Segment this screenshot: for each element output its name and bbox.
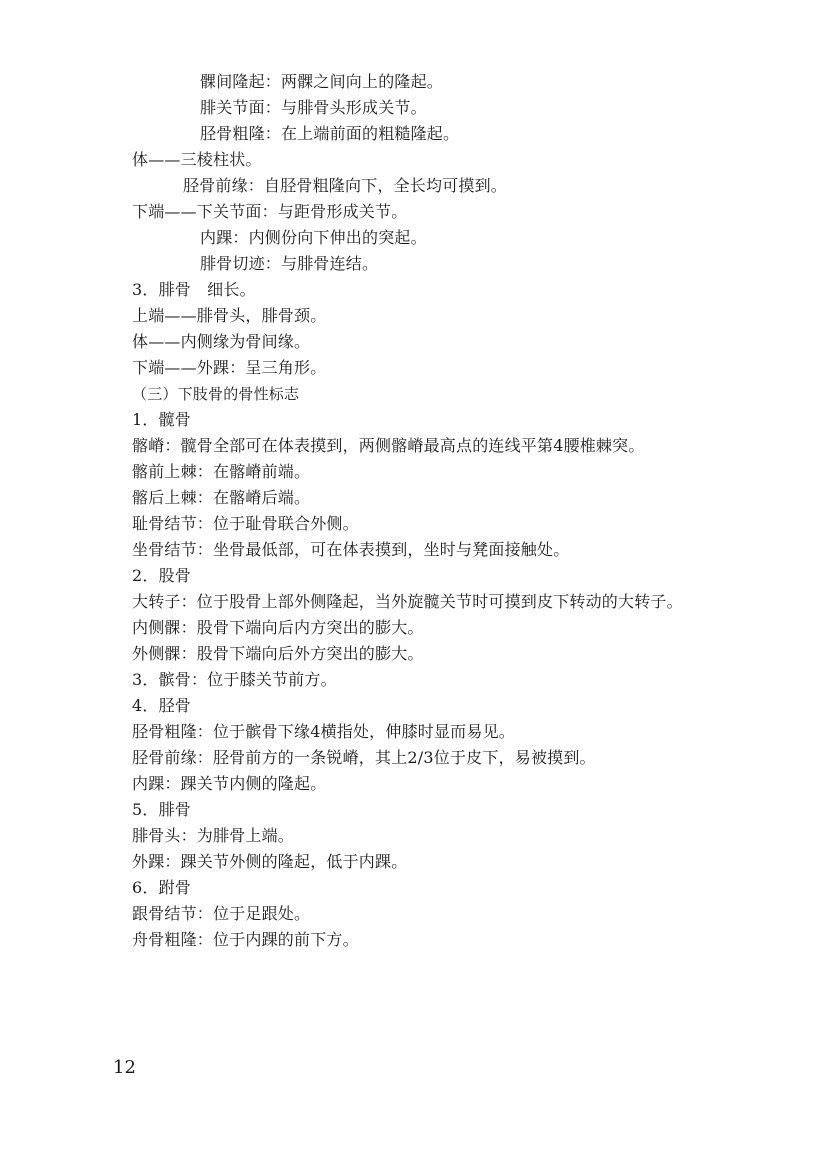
section-heading-patella: 3．髌骨：位于膝关节前方。 bbox=[132, 670, 337, 689]
section-heading-femur: 2．股骨 bbox=[132, 566, 191, 585]
text-line-tibial-anterior-border: 胫骨前缘：胫骨前方的一条锐嵴，其上2/3位于皮下，易被摸到。 bbox=[132, 748, 596, 767]
section-heading-bony-landmarks: （三）下肢骨的骨性标志 bbox=[132, 385, 300, 403]
text-line-lateral-malleolus: 外踝：踝关节外侧的隆起，低于内踝。 bbox=[132, 852, 408, 871]
section-heading-hip-bone: 1．髋骨 bbox=[132, 410, 191, 429]
text-line-greater-trochanter: 大转子：位于股骨上部外侧隆起，当外旋髋关节时可摸到皮下转动的大转子。 bbox=[132, 592, 683, 611]
section-heading-tarsal-bones: 6．跗骨 bbox=[132, 878, 191, 897]
section-heading-fibula: 3．腓骨 细长。 bbox=[132, 280, 256, 299]
text-line-fibular-facet: 腓关节面：与腓骨头形成关节。 bbox=[200, 98, 427, 117]
section-heading-tibia: 4．胫骨 bbox=[132, 696, 191, 715]
text-line-fibula-lower: 下端——外踝：呈三角形。 bbox=[132, 358, 327, 377]
text-line-body: 体——三棱柱状。 bbox=[132, 150, 262, 169]
text-line-tibial-tuberosity: 胫骨粗隆：在上端前面的粗糙隆起。 bbox=[200, 124, 460, 143]
text-line-fibular-notch: 腓骨切迹：与腓骨连结。 bbox=[200, 254, 379, 273]
text-line-lower-end: 下端——下关节面：与距骨形成关节。 bbox=[132, 202, 408, 221]
text-line-intercondylar: 髁间隆起：两髁之间向上的隆起。 bbox=[200, 72, 444, 91]
text-line-tibial-tuberosity-landmark: 胫骨粗隆：位于髌骨下缘4横指处，伸膝时显而易见。 bbox=[132, 722, 515, 741]
section-heading-fibula-landmarks: 5．腓骨 bbox=[132, 800, 191, 819]
text-line-calcaneal-tuberosity: 跟骨结节：位于足跟处。 bbox=[132, 904, 311, 923]
text-line-lateral-condyle: 外侧髁：股骨下端向后外方突出的膨大。 bbox=[132, 644, 424, 663]
page-number: 12 bbox=[113, 1057, 136, 1078]
text-line-asis: 髂前上棘：在髂嵴前端。 bbox=[132, 462, 311, 481]
text-line-fibular-head: 腓骨头：为腓骨上端。 bbox=[132, 826, 295, 845]
text-line-pubic-tubercle: 耻骨结节：位于耻骨联合外侧。 bbox=[132, 514, 359, 533]
text-line-fibula-upper: 上端——腓骨头，腓骨颈。 bbox=[132, 306, 327, 325]
text-line-navicular-tuberosity: 舟骨粗隆：位于内踝的前下方。 bbox=[132, 930, 359, 949]
text-line-psis: 髂后上棘：在髂嵴后端。 bbox=[132, 488, 311, 507]
text-line-anterior-border: 胫骨前缘：自胫骨粗隆向下，全长均可摸到。 bbox=[183, 176, 508, 195]
text-line-medial-condyle: 内侧髁：股骨下端向后内方突出的膨大。 bbox=[132, 618, 424, 637]
text-line-ischial-tuberosity: 坐骨结节：坐骨最低部，可在体表摸到，坐时与凳面接触处。 bbox=[132, 540, 570, 559]
text-line-medial-malleolus-landmark: 内踝：踝关节内侧的隆起。 bbox=[132, 774, 327, 793]
text-line-iliac-crest: 髂嵴：髋骨全部可在体表摸到，两侧髂嵴最高点的连线平第4腰椎棘突。 bbox=[132, 436, 645, 455]
text-line-medial-malleolus: 内踝：内侧份向下伸出的突起。 bbox=[200, 228, 427, 247]
text-line-fibula-body: 体——内侧缘为骨间缘。 bbox=[132, 332, 311, 351]
